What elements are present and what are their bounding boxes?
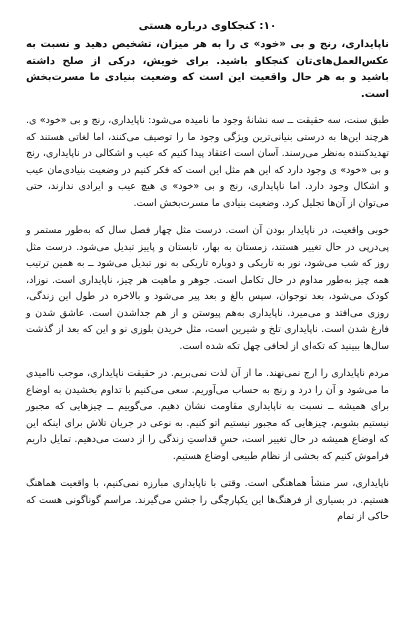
body-paragraph-1: طبق سنت، سه حقیقت ــ سه نشانهٔ وجود ما نامیده می‌شود: ناپایداری، رنج و بی «خود» ی. هرچند این‌ها به درستی بنیانی‌ترین ویژگی وجود ما را توصیف می‌کنند، اما لغاتی هستند که تهدیدکننده به‌نظر می‌رسند. آسان است اعتقاد پیدا کنیم که عیب و اشکالی در ناپایداری، رنج و بی «خود» ی وجود دارد که این هم مثل این است که فکر کنیم در وضعیت بنیادی‌مان عیب و اشکال وجود دارد. اما ناپایداری، رنج و بی «خود» ی هیچ عیب و ایرادی ندارند، حتی می‌توان از آن‌ها تجلیل کرد. وضعیت بنیادی ما مسرت‌بخش است.: [26, 115, 389, 209]
body-paragraph-2: خوبی واقعیت، در ناپایدار بودن آن است. درست مثل چهار فصل سال که به‌طور مستمر و پی‌درپی در حال تغییر هستند، زمستان به بهار، تابستان و پاییز تبدیل می‌شود. درست مثل روز که شب می‌شود، نور به تاریکی و دوباره تاریکی به نور تبدیل می‌شود ــ به همین ترتیب همه چیز به‌طور مداوم در حال تکامل است. جوهر و ماهیت هر چیز، ناپایداری است. نوزاد، کودک می‌شود، بعد نوجوان، سپس بالغ و بعد پیر می‌شود و بالاخره در طول این زندگی، روزی می‌افتد و می‌میرد. ناپایداری به‌هم پیوستن و از هم جداشدن است. عاشق شدن و فارغ شدن است. ناپایداری تلخ و شیرین است، مثل خریدن بلوزی نو و این که بعد از گذشت سال‌ها ببینید که تکه‌ای از لحافی چهل تکه شده است.: [26, 225, 389, 352]
lead-paragraph: ناپایداری، رنج و بی «خود» ی را به هر میزان، تشخیص دهید و نسبت به عکس‌العمل‌های‌تان کنجکاو باشید. برای خویش، درکی از صلح داشته باشید و به هر حال واقعیت این است که وضعیت بنیادی ما مسرت‌بخش است.: [26, 39, 389, 100]
body-paragraph-3: مردم ناپایداری را ارج نمی‌نهند. ما از آن لذت نمی‌بریم. در حقیقت ناپایداری، موجب ناامیدی ما می‌شود و آن را درد و رنج به حساب می‌آوریم. سعی می‌کنیم با تداوم بخشیدن به اوضاع برای همیشه ــ نسبت به ناپایداری مقاومت نشان دهیم. می‌گوییم ــ چیزهایی که مجبور نیستیم بشویم، چیزهایی که مجبور نیستیم اتو کنیم. به نوعی در جریان تلاش برای اینکه این که اوضاع همیشه در حال تغییر است، حسِ قداستِ زندگی را از دست می‌دهیم. تمایل داریم فراموش کنیم که بخشی از نظام طبیعی اوضاع هستیم.: [26, 368, 389, 462]
section-heading: ۱۰: کنجکاوی درباره هستی: [138, 20, 277, 32]
body-paragraph-4: ناپایداری، سر منشأ هماهنگی است. وقتی با ناپایداری مبارزه نمی‌کنیم، با واقعیت هماهنگ هستیم. در بسیاری از فرهنگ‌ها این یکپارچگی را جشن می‌گیرند. مراسم گوناگونی هست که حاکی از تمام: [26, 478, 389, 523]
